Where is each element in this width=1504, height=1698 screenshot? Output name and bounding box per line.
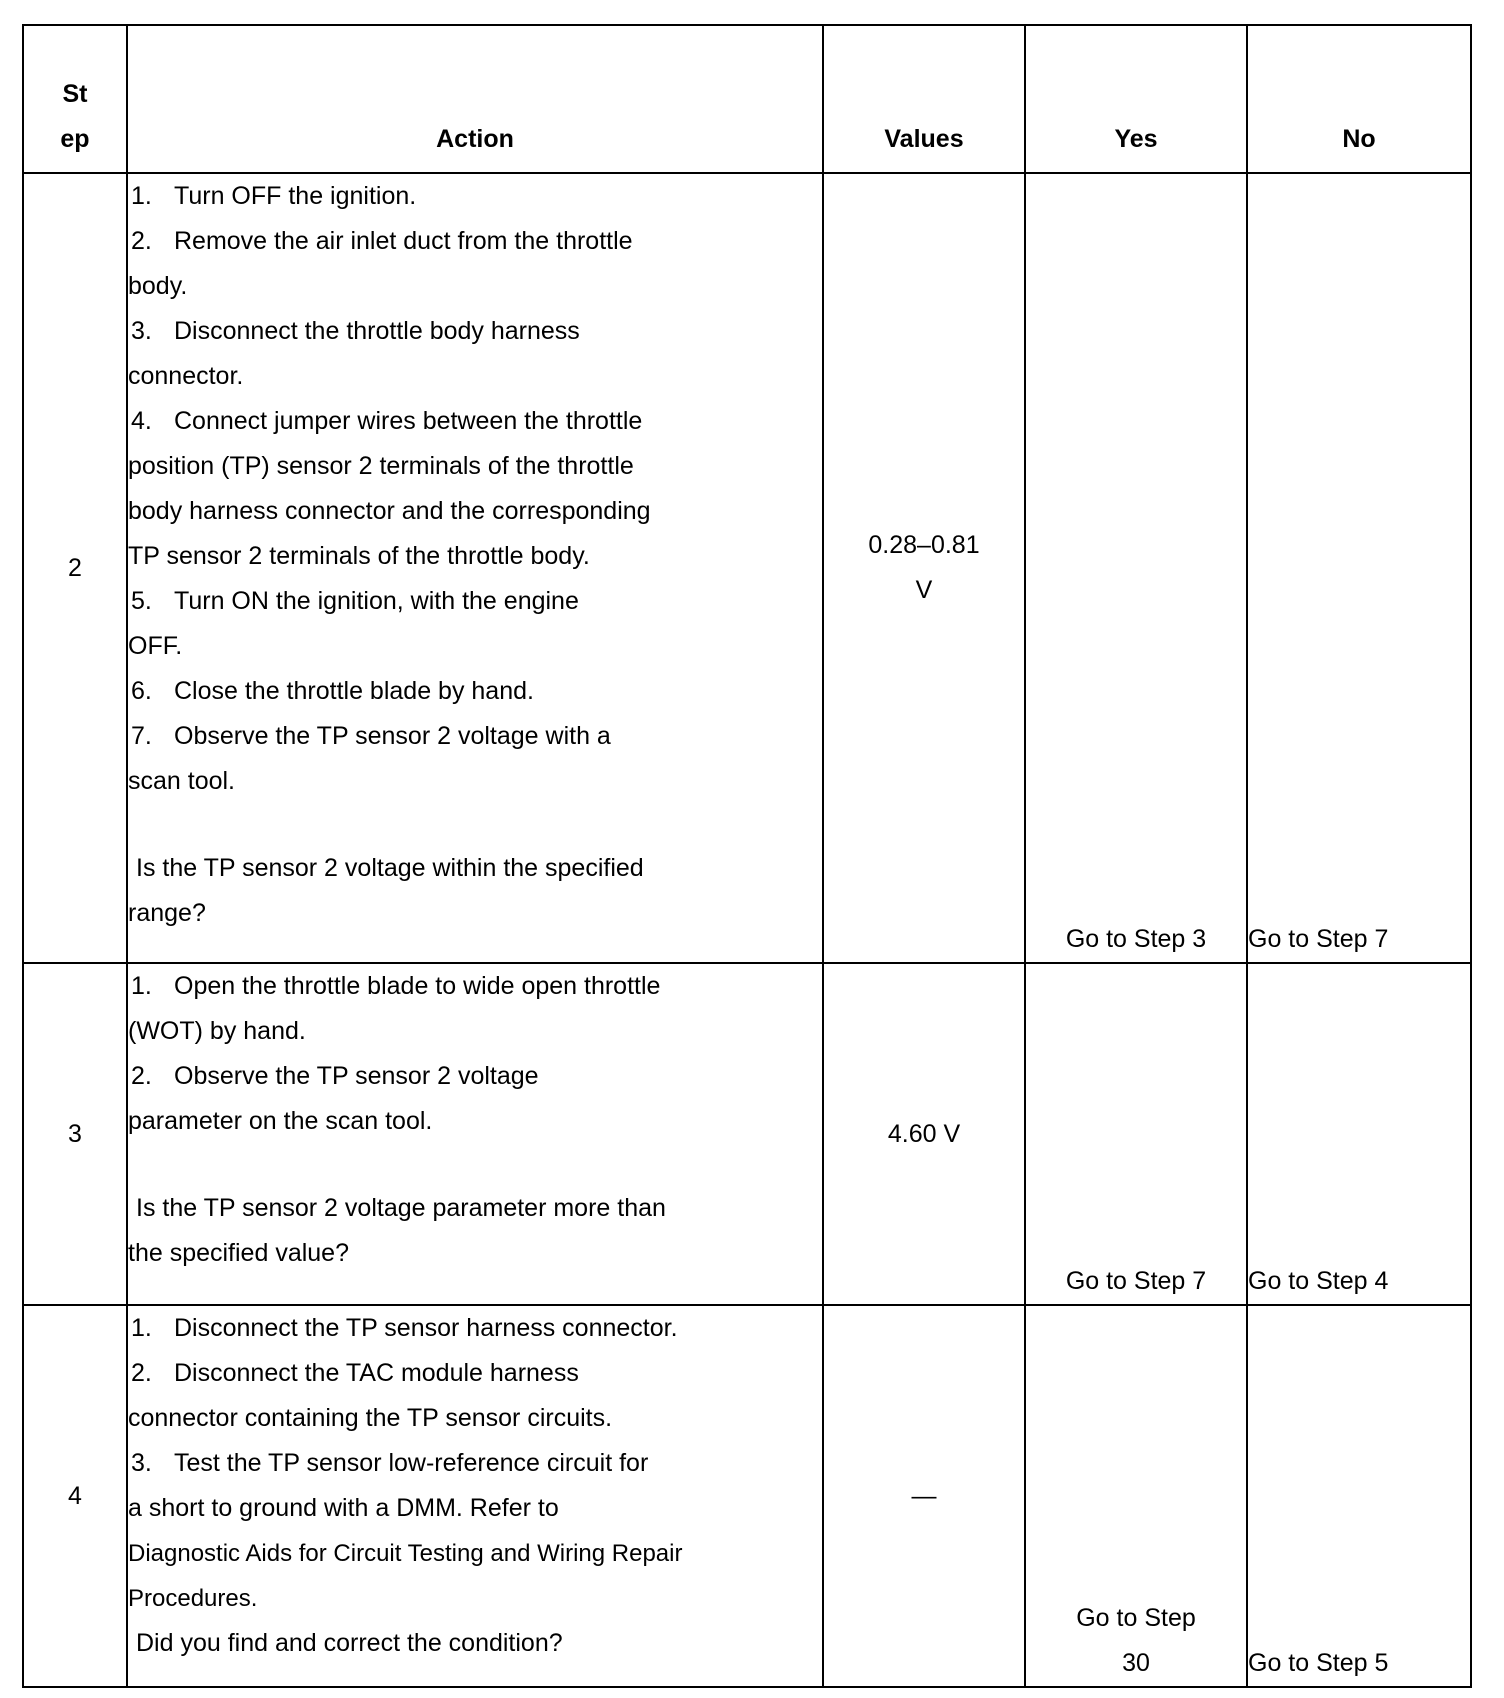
value-line: 0.28–0.81: [868, 531, 980, 559]
action-line: scan tool.: [128, 767, 236, 795]
values-cell: [823, 173, 1025, 963]
action-cell: [127, 963, 823, 1305]
action-line: 2. Observe the TP sensor 2 voltage: [131, 1062, 539, 1090]
action-line: (WOT) by hand.: [128, 1017, 306, 1045]
yes-link[interactable]: Go to Step 3: [1065, 925, 1207, 953]
yes-cell: [1025, 963, 1247, 1305]
action-line: 7. Observe the TP sensor 2 voltage with a: [131, 722, 611, 750]
question-line: the specified value?: [128, 1239, 349, 1267]
question-line: Is the TP sensor 2 voltage parameter more than: [136, 1194, 666, 1222]
yes-link[interactable]: Go to Step: [1076, 1604, 1196, 1632]
question-line: range?: [128, 899, 206, 927]
yes-link[interactable]: Go to Step 7: [1065, 1267, 1207, 1295]
header-step-line1: St: [62, 80, 88, 108]
action-line: 3. Test the TP sensor low-reference circuit for: [131, 1449, 649, 1477]
no-cell: [1247, 1305, 1471, 1687]
step-number: 4: [23, 1305, 127, 1687]
action-line: 1. Turn OFF the ignition.: [131, 182, 417, 210]
header-no: No: [1247, 25, 1471, 173]
action-cell: [127, 1305, 823, 1687]
header-yes: Yes: [1025, 25, 1247, 173]
action-line: 2. Disconnect the TAC module harness: [131, 1359, 579, 1387]
action-line: 1. Disconnect the TP sensor harness connector.: [131, 1314, 678, 1342]
header-values: Values: [823, 25, 1025, 173]
action-line: body.: [128, 272, 188, 300]
values-cell: [823, 1305, 1025, 1687]
no-link[interactable]: Go to Step 5: [1248, 1649, 1389, 1677]
no-link[interactable]: Go to Step 4: [1248, 1267, 1389, 1295]
diagnostic-table: [22, 24, 1472, 1688]
header-step-line2: ep: [60, 125, 90, 153]
action-line: OFF.: [128, 632, 183, 660]
header-row: [23, 25, 1471, 173]
yes-cell: [1025, 1305, 1247, 1687]
table-row: [23, 963, 1471, 1305]
table-row: [23, 173, 1471, 963]
no-link[interactable]: Go to Step 7: [1248, 925, 1389, 953]
action-line: Diagnostic Aids for Circuit Testing and Wiring Repair: [128, 1540, 683, 1567]
step-number: 2: [23, 173, 127, 963]
no-cell: [1247, 173, 1471, 963]
yes-link[interactable]: 30: [1122, 1649, 1150, 1677]
value-line: V: [915, 576, 933, 604]
values-cell: [823, 963, 1025, 1305]
action-line: 3. Disconnect the throttle body harness: [131, 317, 580, 345]
action-line: connector.: [128, 362, 244, 390]
action-line: TP sensor 2 terminals of the throttle body.: [128, 542, 590, 570]
action-line: 5. Turn ON the ignition, with the engine: [131, 587, 579, 615]
action-line: position (TP) sensor 2 terminals of the throttle: [128, 452, 634, 480]
action-line: 2. Remove the air inlet duct from the throttle: [131, 227, 633, 255]
action-cell: [127, 173, 823, 963]
value-line: 4.60 V: [887, 1119, 961, 1148]
yes-cell: [1025, 173, 1247, 963]
question-line: Is the TP sensor 2 voltage within the specified: [136, 854, 644, 882]
action-line: a short to ground with a DMM. Refer to: [128, 1494, 559, 1522]
action-line: connector containing the TP sensor circuits.: [128, 1404, 613, 1432]
header-step: [23, 25, 127, 173]
action-line: parameter on the scan tool.: [128, 1107, 433, 1135]
action-line: Procedures.: [128, 1585, 258, 1612]
action-line: body harness connector and the corresponding: [128, 497, 651, 525]
question-line: Did you find and correct the condition?: [136, 1629, 563, 1657]
action-line: 4. Connect jumper wires between the throttle: [131, 407, 643, 435]
step-number: 3: [23, 963, 127, 1305]
action-line: 6. Close the throttle blade by hand.: [131, 677, 534, 705]
value-line: —: [911, 1481, 937, 1510]
no-cell: [1247, 963, 1471, 1305]
action-line: 1. Open the throttle blade to wide open throttle: [131, 972, 661, 1000]
header-action: Action: [127, 25, 823, 173]
table-row: [23, 1305, 1471, 1687]
